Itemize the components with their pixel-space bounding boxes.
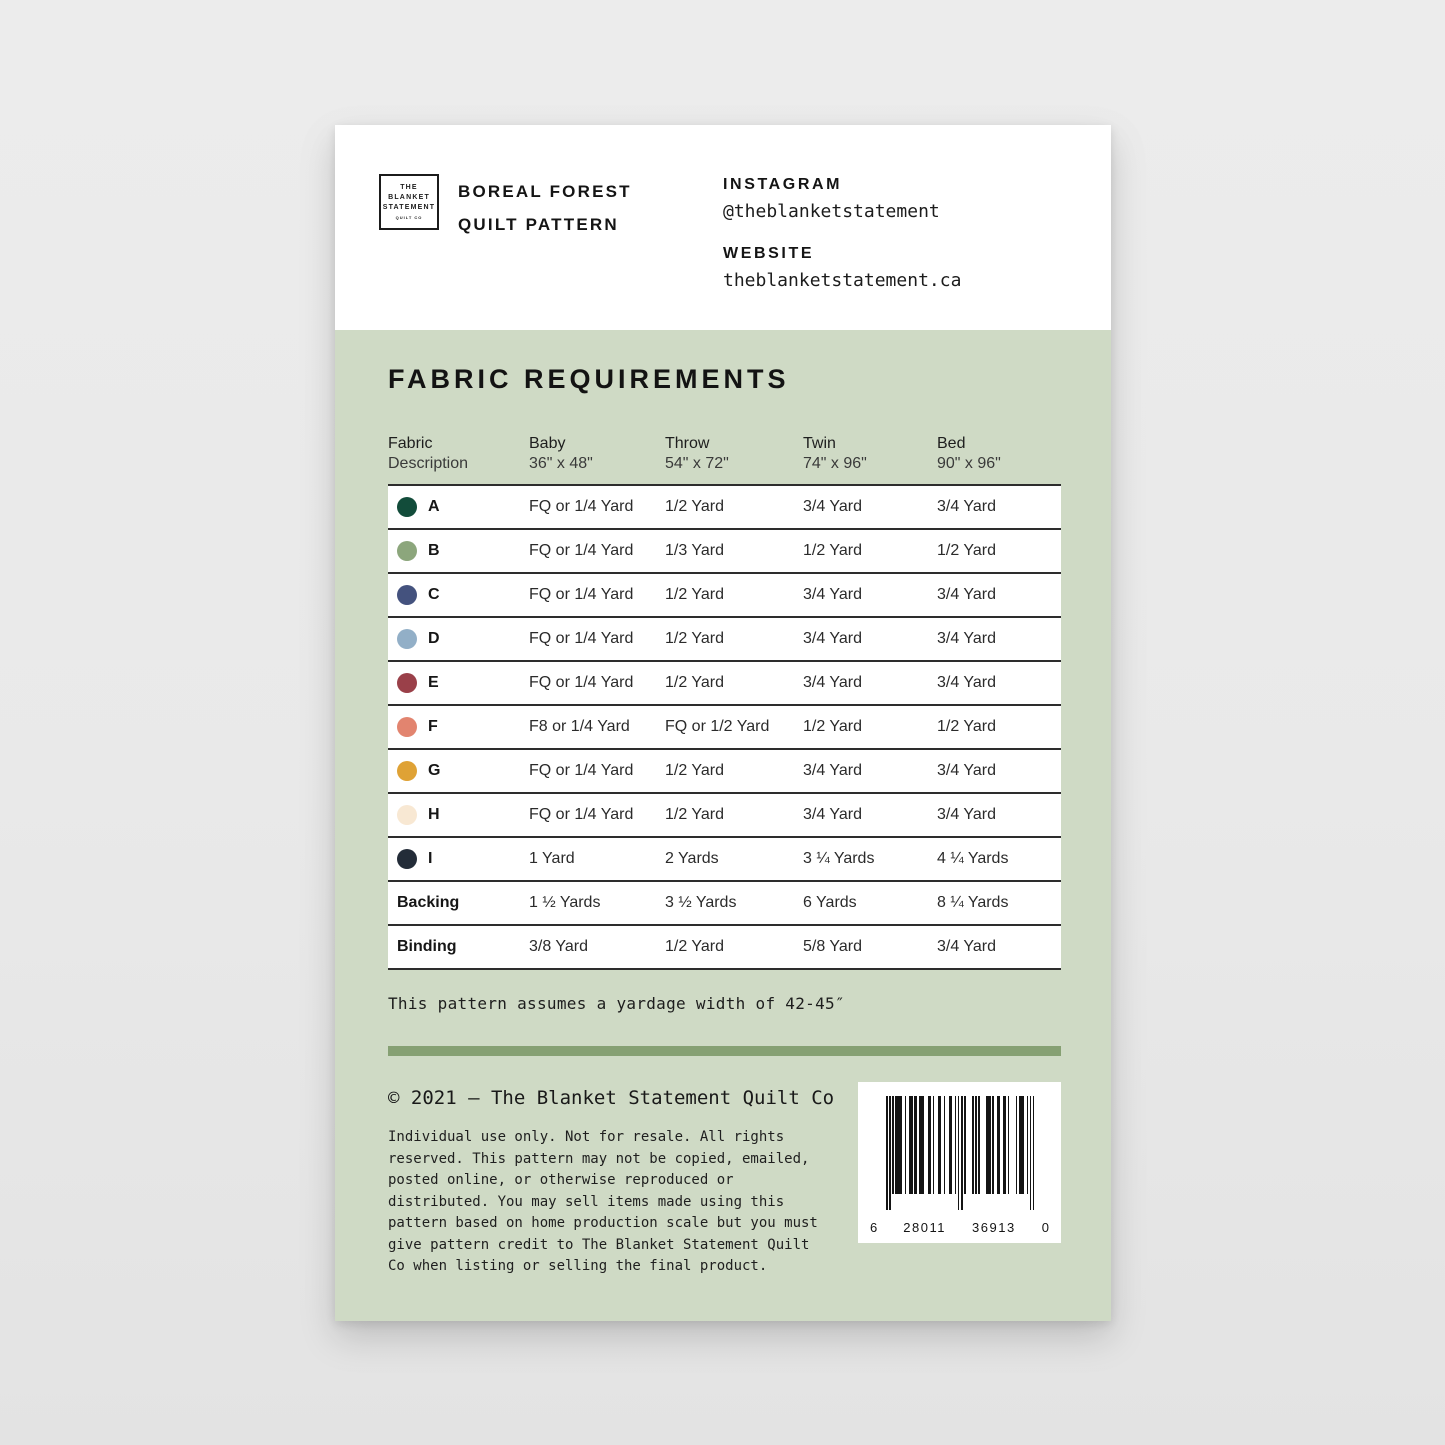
fabric-color-dot	[397, 805, 417, 825]
yardage-value: 3/4 Yard	[803, 586, 863, 603]
copyright-line: © 2021 — The Blanket Statement Quilt Co	[388, 1087, 835, 1109]
yardage-value: FQ or 1/4 Yard	[529, 586, 634, 603]
yardage-value: 1/2 Yard	[665, 630, 725, 647]
column-header	[388, 434, 529, 474]
yardage-value: 1/2 Yard	[803, 718, 863, 735]
yardage-value: 3/4 Yard	[803, 762, 863, 779]
column-header	[529, 434, 665, 474]
yardage-value: 1/2 Yard	[665, 938, 725, 955]
fabric-label: I	[428, 850, 433, 867]
yardage-value: 3/4 Yard	[937, 630, 997, 647]
fabric-label: Backing	[397, 894, 460, 911]
fabric-requirements-table	[388, 484, 1061, 970]
fabric-label: C	[428, 586, 440, 603]
fabric-color-dot	[397, 849, 417, 869]
divider-bar	[388, 1046, 1061, 1056]
fabric-cell	[388, 938, 529, 956]
table-row	[388, 836, 1061, 880]
fine-print: Individual use only. Not for resale. All rights reserved. This pattern may not be copied, emailed, posted online, or otherwise reproduced or distributed. You may sell items made using this pattern based on home production scale but you must give pattern credit to The Blanket Statement Quilt Co when listing or selling the final product.	[388, 1129, 818, 1274]
website-block	[723, 244, 961, 291]
logo-text: BLANKET	[388, 194, 430, 201]
fabric-label: F	[428, 718, 438, 735]
fabric-cell	[388, 585, 529, 605]
fabric-cell	[388, 894, 529, 912]
yardage-value: 3/4 Yard	[803, 674, 863, 691]
yardage-value: 3/4 Yard	[937, 938, 997, 955]
column-sublabel: 36" x 48"	[529, 455, 593, 472]
fabric-label: E	[428, 674, 439, 691]
column-header	[937, 434, 1060, 474]
fabric-color-dot	[397, 497, 417, 517]
yardage-value: 1/2 Yard	[665, 762, 725, 779]
yardage-value: 1/2 Yard	[803, 542, 863, 559]
yardage-value: 3/4 Yard	[937, 762, 997, 779]
fabric-cell	[388, 497, 529, 517]
yardage-value: 3/4 Yard	[937, 806, 997, 823]
legal-block	[388, 1086, 834, 1278]
yardage-value: 3/4 Yard	[803, 806, 863, 823]
table-row	[388, 616, 1061, 660]
fabric-color-dot	[397, 541, 417, 561]
yardage-value: 1/3 Yard	[665, 542, 725, 559]
footer-row	[388, 1086, 1061, 1278]
fabric-cell	[388, 629, 529, 649]
yardage-value: 6 Yards	[803, 894, 857, 911]
pattern-back-cover	[335, 125, 1111, 1321]
yardage-value: 3/4 Yard	[937, 674, 997, 691]
barcode-digits	[870, 1220, 1049, 1235]
yardage-value: FQ or 1/4 Yard	[529, 806, 634, 823]
fabric-label: D	[428, 630, 440, 647]
yardage-value: 3/4 Yard	[803, 498, 863, 515]
fabric-color-dot	[397, 717, 417, 737]
table-row	[388, 704, 1061, 748]
table-row	[388, 572, 1061, 616]
fabric-color-dot	[397, 585, 417, 605]
table-row	[388, 528, 1061, 572]
fabric-cell	[388, 761, 529, 781]
fabric-label: A	[428, 498, 440, 515]
instagram-block	[723, 175, 961, 222]
fabric-label: Binding	[397, 938, 457, 955]
fabric-color-dot	[397, 761, 417, 781]
table-row	[388, 880, 1061, 924]
yardage-value: 3/4 Yard	[937, 586, 997, 603]
fabric-requirements-section	[335, 330, 1111, 1321]
fabric-label: G	[428, 762, 441, 779]
yardage-value: 1 Yard	[529, 850, 575, 867]
yardage-value: 3/8 Yard	[529, 938, 589, 955]
yardage-value: FQ or 1/4 Yard	[529, 498, 634, 515]
yardage-value: FQ or 1/2 Yard	[665, 718, 770, 735]
column-header	[803, 434, 937, 474]
fabric-color-dot	[397, 629, 417, 649]
brand-logo	[379, 174, 439, 230]
column-label: Twin	[803, 435, 836, 452]
pattern-title-line2: QUILT PATTERN	[458, 215, 619, 234]
yardage-value: 3/4 Yard	[803, 630, 863, 647]
yardage-value: 1/2 Yard	[665, 806, 725, 823]
pattern-title-line1: BOREAL FOREST	[458, 182, 632, 201]
table-header-row	[388, 434, 1061, 474]
fabric-cell	[388, 849, 529, 869]
table-row	[388, 660, 1061, 704]
fabric-cell	[388, 673, 529, 693]
column-header	[665, 434, 803, 474]
yardage-value: 3/4 Yard	[937, 498, 997, 515]
barcode-digit-right: 0	[1041, 1220, 1049, 1235]
yardage-value: 1/2 Yard	[665, 498, 725, 515]
yardage-value: 1/2 Yard	[937, 718, 997, 735]
yardage-value: 2 Yards	[665, 850, 719, 867]
table-row	[388, 792, 1061, 836]
fabric-color-dot	[397, 673, 417, 693]
table-row	[388, 924, 1061, 968]
yardage-value: FQ or 1/4 Yard	[529, 542, 634, 559]
section-heading: FABRIC REQUIREMENTS	[388, 364, 790, 394]
yardage-value: 3 ½ Yards	[665, 894, 737, 911]
barcode-group-1: 28011	[903, 1220, 946, 1235]
barcode-digit-left: 6	[870, 1220, 878, 1235]
fabric-cell	[388, 805, 529, 825]
table-row	[388, 484, 1061, 528]
yardage-value: 1 ½ Yards	[529, 894, 601, 911]
fabric-label: B	[428, 542, 440, 559]
logo-text: STATEMENT	[382, 204, 436, 211]
yardage-value: F8 or 1/4 Yard	[529, 718, 630, 735]
yardage-value: FQ or 1/4 Yard	[529, 630, 634, 647]
yardage-value: 5/8 Yard	[803, 938, 863, 955]
card-header	[335, 125, 1111, 330]
yardage-value: 1/2 Yard	[665, 586, 725, 603]
barcode-group-2: 36913	[972, 1220, 1016, 1235]
yardage-value: 3 ¼ Yards	[803, 850, 875, 867]
logo-text: THE	[400, 184, 418, 191]
yardage-value: FQ or 1/4 Yard	[529, 674, 634, 691]
yardage-value: 1/2 Yard	[937, 542, 997, 559]
column-label: Baby	[529, 435, 566, 452]
column-label: Fabric	[388, 435, 433, 452]
website-url: theblanketstatement.ca	[723, 270, 962, 291]
fabric-label: H	[428, 806, 440, 823]
column-sublabel: Description	[388, 455, 469, 472]
yardage-value: 8 ¼ Yards	[937, 894, 1009, 911]
fabric-cell	[388, 541, 529, 561]
column-sublabel: 54" x 72"	[665, 455, 729, 472]
contact-info	[723, 175, 961, 291]
instagram-label: INSTAGRAM	[723, 176, 843, 193]
fabric-cell	[388, 717, 529, 737]
yardage-value: 4 ¼ Yards	[937, 850, 1009, 867]
barcode	[858, 1082, 1061, 1243]
column-label: Bed	[937, 435, 966, 452]
column-sublabel: 90" x 96"	[937, 455, 1001, 472]
website-label: WEBSITE	[723, 245, 815, 262]
column-sublabel: 74" x 96"	[803, 455, 867, 472]
instagram-handle: @theblanketstatement	[723, 201, 940, 222]
column-label: Throw	[665, 435, 710, 452]
logo-subtext: QUILT CO	[395, 215, 423, 220]
yardage-value: FQ or 1/4 Yard	[529, 762, 634, 779]
yardage-value: 1/2 Yard	[665, 674, 725, 691]
table-row	[388, 748, 1061, 792]
yardage-note: This pattern assumes a yardage width of 42-45″	[388, 994, 845, 1013]
barcode-bars	[886, 1096, 1035, 1210]
pattern-title	[458, 175, 632, 241]
